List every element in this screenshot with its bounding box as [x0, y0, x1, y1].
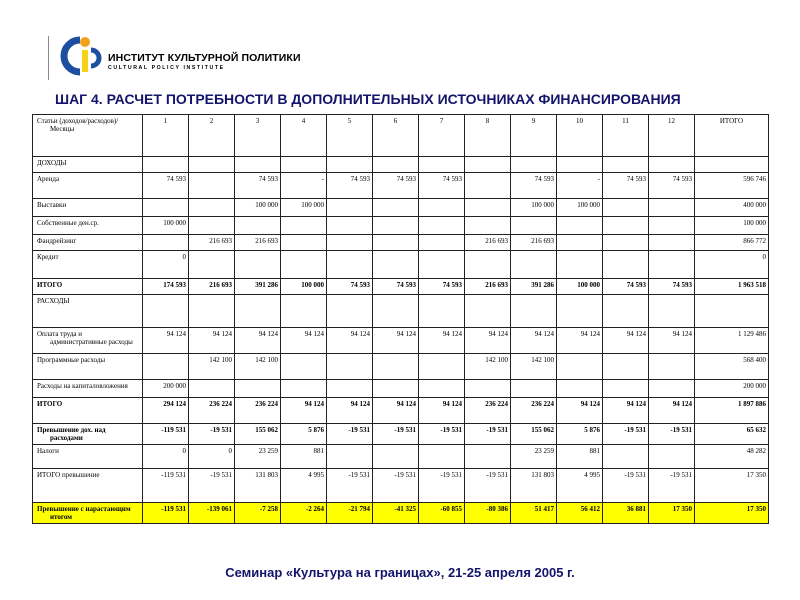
- month-cell: [603, 445, 649, 469]
- footer-caption: Семинар «Культура на границах», 21-25 апреля 2005 г.: [225, 565, 575, 580]
- month-cell: -19 531: [327, 424, 373, 445]
- header-row: [33, 115, 769, 157]
- month-cell: 236 224: [465, 398, 511, 424]
- month-cell: [557, 354, 603, 380]
- month-cell: [649, 199, 695, 217]
- logo-title-ru: ИНСТИТУТ КУЛЬТУРНОЙ ПОЛИТИКИ: [108, 52, 301, 64]
- month-cell: 74 593: [235, 173, 281, 199]
- month-cell: -19 531: [603, 424, 649, 445]
- month-cell: [327, 157, 373, 173]
- table-row: [33, 295, 769, 328]
- total-cell: 17 350: [695, 469, 769, 503]
- month-cell: 94 124: [373, 398, 419, 424]
- month-cell: [603, 235, 649, 251]
- month-cell: [649, 354, 695, 380]
- month-cell: 94 124: [603, 328, 649, 354]
- month-cell: 36 881: [603, 503, 649, 524]
- month-cell: 142 100: [189, 354, 235, 380]
- month-cell: [373, 235, 419, 251]
- month-cell: 74 593: [419, 173, 465, 199]
- month-cell: 155 062: [235, 424, 281, 445]
- row-label: ИТОГО: [33, 398, 143, 424]
- total-cell: 200 000: [695, 380, 769, 398]
- table-row: [33, 251, 769, 279]
- month-cell: [557, 251, 603, 279]
- table-row: [33, 157, 769, 173]
- total-cell: 65 632: [695, 424, 769, 445]
- table-row: [33, 380, 769, 398]
- row-label: ДОХОДЫ: [33, 157, 143, 173]
- month-cell: 94 124: [143, 328, 189, 354]
- month-cell: -: [557, 173, 603, 199]
- month-cell: 74 593: [373, 173, 419, 199]
- table-row: [33, 328, 769, 354]
- row-label: Превышение дох. над расходами: [33, 424, 143, 445]
- month-cell: -2 264: [281, 503, 327, 524]
- logo-title-en: CULTURAL POLICY INSTITUTE: [108, 65, 225, 71]
- month-cell: -119 531: [143, 469, 189, 503]
- header-month: 6: [373, 115, 419, 157]
- table-row: [33, 503, 769, 524]
- month-cell: [189, 199, 235, 217]
- table-row: [33, 424, 769, 445]
- month-cell: [557, 235, 603, 251]
- month-cell: [465, 157, 511, 173]
- month-cell: [603, 217, 649, 235]
- month-cell: [603, 380, 649, 398]
- row-label: Кредит: [33, 251, 143, 279]
- month-cell: [373, 199, 419, 217]
- month-cell: 94 124: [557, 328, 603, 354]
- logo: [50, 34, 301, 80]
- month-cell: [235, 217, 281, 235]
- month-cell: 4 995: [557, 469, 603, 503]
- month-cell: -19 531: [419, 469, 465, 503]
- month-cell: [603, 354, 649, 380]
- month-cell: [649, 380, 695, 398]
- month-cell: [189, 295, 235, 328]
- month-cell: 236 224: [511, 398, 557, 424]
- month-cell: 100 000: [143, 217, 189, 235]
- table-row: [33, 398, 769, 424]
- month-cell: 391 286: [511, 279, 557, 295]
- month-cell: -7 258: [235, 503, 281, 524]
- month-cell: [419, 295, 465, 328]
- month-cell: [557, 217, 603, 235]
- month-cell: [281, 295, 327, 328]
- total-cell: 1 129 486: [695, 328, 769, 354]
- month-cell: 0: [143, 445, 189, 469]
- total-cell: 596 746: [695, 173, 769, 199]
- row-label: Выставки: [33, 199, 143, 217]
- month-cell: [649, 217, 695, 235]
- month-cell: 142 100: [465, 354, 511, 380]
- table-row: [33, 279, 769, 295]
- month-cell: 94 124: [557, 398, 603, 424]
- month-cell: [419, 217, 465, 235]
- month-cell: [419, 199, 465, 217]
- month-cell: [281, 235, 327, 251]
- month-cell: 94 124: [327, 398, 373, 424]
- table-row: [33, 354, 769, 380]
- month-cell: 142 100: [235, 354, 281, 380]
- month-cell: [419, 380, 465, 398]
- month-cell: [189, 173, 235, 199]
- month-cell: [603, 157, 649, 173]
- month-cell: [649, 235, 695, 251]
- month-cell: 216 693: [465, 279, 511, 295]
- month-cell: -19 531: [419, 424, 465, 445]
- month-cell: [465, 445, 511, 469]
- month-cell: 94 124: [373, 328, 419, 354]
- month-cell: [649, 157, 695, 173]
- month-cell: 74 593: [649, 173, 695, 199]
- month-cell: 74 593: [603, 279, 649, 295]
- month-cell: [281, 157, 327, 173]
- month-cell: [419, 235, 465, 251]
- month-cell: 216 693: [189, 235, 235, 251]
- month-cell: [235, 380, 281, 398]
- month-cell: 23 259: [235, 445, 281, 469]
- month-cell: 74 593: [327, 279, 373, 295]
- month-cell: [373, 157, 419, 173]
- month-cell: [327, 295, 373, 328]
- total-cell: 400 000: [695, 199, 769, 217]
- month-cell: [327, 354, 373, 380]
- month-cell: -19 531: [649, 424, 695, 445]
- month-cell: [281, 380, 327, 398]
- month-cell: 23 259: [511, 445, 557, 469]
- month-cell: [189, 380, 235, 398]
- table-row: [33, 469, 769, 503]
- month-cell: [189, 251, 235, 279]
- month-cell: -19 531: [603, 469, 649, 503]
- month-cell: [143, 354, 189, 380]
- month-cell: [465, 380, 511, 398]
- month-cell: -119 531: [143, 503, 189, 524]
- month-cell: [511, 217, 557, 235]
- month-cell: 17 350: [649, 503, 695, 524]
- month-cell: [189, 157, 235, 173]
- month-cell: -19 531: [189, 469, 235, 503]
- month-cell: 131 803: [235, 469, 281, 503]
- month-cell: 174 593: [143, 279, 189, 295]
- month-cell: 74 593: [143, 173, 189, 199]
- month-cell: 74 593: [649, 279, 695, 295]
- total-cell: 1 963 518: [695, 279, 769, 295]
- logo-divider: [48, 36, 49, 80]
- row-label: Расходы на капиталовложения: [33, 380, 143, 398]
- month-cell: 216 693: [235, 235, 281, 251]
- month-cell: -19 531: [465, 469, 511, 503]
- header-month: 8: [465, 115, 511, 157]
- month-cell: 0: [189, 445, 235, 469]
- month-cell: [281, 217, 327, 235]
- cpi-logo-icon: [58, 34, 104, 78]
- month-cell: 236 224: [189, 398, 235, 424]
- total-cell: [695, 295, 769, 328]
- month-cell: [327, 235, 373, 251]
- month-cell: 131 803: [511, 469, 557, 503]
- row-label: Программные расходы: [33, 354, 143, 380]
- month-cell: -139 061: [189, 503, 235, 524]
- row-label: ИТОГО превышение: [33, 469, 143, 503]
- month-cell: 142 100: [511, 354, 557, 380]
- month-cell: 236 224: [235, 398, 281, 424]
- month-cell: 51 417: [511, 503, 557, 524]
- month-cell: 294 124: [143, 398, 189, 424]
- month-cell: 94 124: [189, 328, 235, 354]
- header-month: 9: [511, 115, 557, 157]
- month-cell: 100 000: [557, 199, 603, 217]
- month-cell: 74 593: [373, 279, 419, 295]
- month-cell: [327, 445, 373, 469]
- month-cell: [327, 217, 373, 235]
- month-cell: [281, 354, 327, 380]
- month-cell: [143, 157, 189, 173]
- month-cell: [327, 380, 373, 398]
- month-cell: [557, 157, 603, 173]
- month-cell: 74 593: [603, 173, 649, 199]
- month-cell: [557, 295, 603, 328]
- month-cell: 94 124: [281, 398, 327, 424]
- month-cell: 881: [281, 445, 327, 469]
- header-month: 4: [281, 115, 327, 157]
- page-title: ШАГ 4. РАСЧЕТ ПОТРЕБНОСТИ В ДОПОЛНИТЕЛЬНЫХ ИСТОЧНИКАХ ФИНАНСИРОВАНИЯ: [55, 91, 681, 107]
- month-cell: [465, 217, 511, 235]
- month-cell: [143, 235, 189, 251]
- row-label: Фандрейзинг: [33, 235, 143, 251]
- month-cell: 74 593: [419, 279, 465, 295]
- month-cell: [603, 199, 649, 217]
- total-cell: 568 400: [695, 354, 769, 380]
- month-cell: 391 286: [235, 279, 281, 295]
- month-cell: [327, 199, 373, 217]
- month-cell: [557, 380, 603, 398]
- month-cell: 74 593: [327, 173, 373, 199]
- total-cell: 866 772: [695, 235, 769, 251]
- month-cell: 94 124: [511, 328, 557, 354]
- month-cell: [235, 251, 281, 279]
- month-cell: 100 000: [511, 199, 557, 217]
- header-month: 7: [419, 115, 465, 157]
- total-cell: 100 000: [695, 217, 769, 235]
- month-cell: -: [281, 173, 327, 199]
- month-cell: [465, 199, 511, 217]
- month-cell: [373, 251, 419, 279]
- row-label: РАСХОДЫ: [33, 295, 143, 328]
- month-cell: -60 855: [419, 503, 465, 524]
- total-cell: 0: [695, 251, 769, 279]
- month-cell: -119 531: [143, 424, 189, 445]
- header-month: 11: [603, 115, 649, 157]
- month-cell: 216 693: [511, 235, 557, 251]
- month-cell: [419, 157, 465, 173]
- month-cell: [373, 380, 419, 398]
- table-row: [33, 445, 769, 469]
- table-row: [33, 217, 769, 235]
- month-cell: 4 995: [281, 469, 327, 503]
- header-month: 1: [143, 115, 189, 157]
- row-label: Аренда: [33, 173, 143, 199]
- month-cell: -19 531: [649, 469, 695, 503]
- total-cell: 48 282: [695, 445, 769, 469]
- month-cell: [511, 380, 557, 398]
- month-cell: -19 531: [373, 424, 419, 445]
- header-month: 5: [327, 115, 373, 157]
- month-cell: 56 412: [557, 503, 603, 524]
- month-cell: 94 124: [419, 328, 465, 354]
- month-cell: 100 000: [281, 279, 327, 295]
- month-cell: [143, 295, 189, 328]
- row-label: Превышение с нарастающим итогом: [33, 503, 143, 524]
- budget-table-body: [33, 115, 769, 524]
- month-cell: [327, 251, 373, 279]
- month-cell: [281, 251, 327, 279]
- month-cell: [603, 251, 649, 279]
- month-cell: 94 124: [603, 398, 649, 424]
- month-cell: [373, 295, 419, 328]
- month-cell: [511, 157, 557, 173]
- row-label: Собственные ден.ср.: [33, 217, 143, 235]
- month-cell: 74 593: [511, 173, 557, 199]
- header-month: 10: [557, 115, 603, 157]
- month-cell: 216 693: [465, 235, 511, 251]
- month-cell: 0: [143, 251, 189, 279]
- month-cell: -19 531: [373, 469, 419, 503]
- month-cell: 94 124: [281, 328, 327, 354]
- month-cell: [649, 295, 695, 328]
- row-label: ИТОГО: [33, 279, 143, 295]
- month-cell: [373, 354, 419, 380]
- month-cell: 100 000: [235, 199, 281, 217]
- month-cell: 100 000: [557, 279, 603, 295]
- month-cell: 94 124: [649, 328, 695, 354]
- row-label: Налоги: [33, 445, 143, 469]
- table-row: [33, 173, 769, 199]
- month-cell: -19 531: [189, 424, 235, 445]
- month-cell: [373, 445, 419, 469]
- month-cell: 155 062: [511, 424, 557, 445]
- month-cell: 94 124: [419, 398, 465, 424]
- month-cell: -41 325: [373, 503, 419, 524]
- month-cell: [189, 217, 235, 235]
- month-cell: [235, 157, 281, 173]
- table-row: [33, 235, 769, 251]
- month-cell: [465, 295, 511, 328]
- month-cell: 94 124: [465, 328, 511, 354]
- month-cell: 200 000: [143, 380, 189, 398]
- month-cell: [465, 251, 511, 279]
- month-cell: -80 386: [465, 503, 511, 524]
- month-cell: 94 124: [235, 328, 281, 354]
- month-cell: [465, 173, 511, 199]
- month-cell: -19 531: [327, 469, 373, 503]
- month-cell: [511, 251, 557, 279]
- month-cell: [603, 295, 649, 328]
- month-cell: [419, 251, 465, 279]
- row-label: Оплата труда и административные расходы: [33, 328, 143, 354]
- header-total: ИТОГО: [695, 115, 769, 157]
- month-cell: [511, 295, 557, 328]
- table-row: [33, 199, 769, 217]
- month-cell: 100 000: [281, 199, 327, 217]
- header-month: 3: [235, 115, 281, 157]
- header-label: Статьи (доходов/расходов)/Месяцы: [33, 115, 143, 157]
- month-cell: 216 693: [189, 279, 235, 295]
- month-cell: 881: [557, 445, 603, 469]
- month-cell: [649, 251, 695, 279]
- month-cell: 5 876: [557, 424, 603, 445]
- month-cell: [649, 445, 695, 469]
- month-cell: [419, 354, 465, 380]
- month-cell: -21 794: [327, 503, 373, 524]
- month-cell: 5 876: [281, 424, 327, 445]
- total-cell: 17 350: [695, 503, 769, 524]
- month-cell: -19 531: [465, 424, 511, 445]
- month-cell: 94 124: [327, 328, 373, 354]
- month-cell: [143, 199, 189, 217]
- budget-table: [32, 114, 769, 524]
- total-cell: [695, 157, 769, 173]
- total-cell: 1 897 886: [695, 398, 769, 424]
- month-cell: [373, 217, 419, 235]
- month-cell: 94 124: [649, 398, 695, 424]
- month-cell: [419, 445, 465, 469]
- month-cell: [235, 295, 281, 328]
- header-month: 2: [189, 115, 235, 157]
- header-month: 12: [649, 115, 695, 157]
